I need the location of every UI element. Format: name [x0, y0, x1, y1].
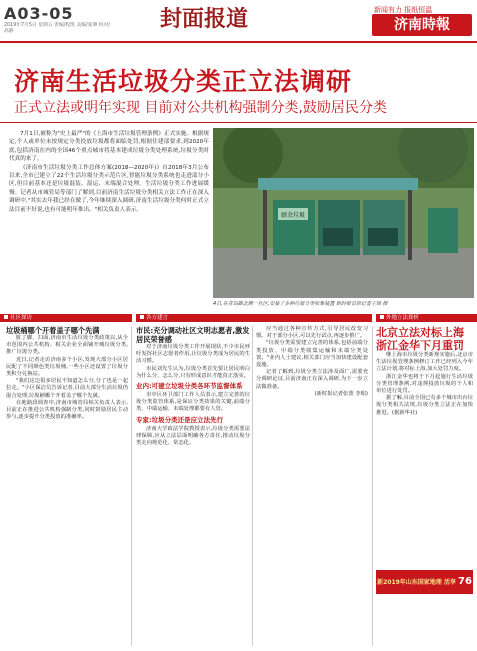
article-column: [376, 326, 473, 417]
article-column: [6, 326, 128, 421]
lead-paragraph: 《济南市生活垃圾分类工作总体方案(2018—2020年)》自2018年3月公布以来,全市已建立了22个生活垃圾分类示范片区,智能垃圾分类系统也走进部分小区,但目前基本还是垃圾混装、混运、末端混合处理。生活垃圾分类工作进展缓慢。记者从市城管局等部门了解到,目前济南生活垃圾分类相关立法工作正在深入调研中,"其实去年我已经在做了,今年继续深入调研,济南生活垃圾分类何时正式立法目前不好说,也有可能明年推出。"相关负责人表示。: [9, 164, 209, 213]
article-subtitle: 业内:可建立垃圾分类各环节监督体系: [136, 382, 243, 391]
article-title: 垃圾桶哪个开着盖子哪个先满: [6, 326, 100, 335]
column-divider: [372, 326, 373, 646]
recycling-station-photo: [213, 128, 474, 298]
column-divider: [252, 326, 253, 646]
section-band: 社区探访: [0, 314, 132, 322]
paragraph: 据了解,目前全国已有多个城市出台垃圾分类相关法规,垃圾分类立法正在加快推进。(据新华社): [376, 395, 473, 416]
paragraph: 对于济南垃圾分类工作开展现状,不少市民呼吁发挥社区志愿者作用,让垃圾分类成为居民的生活习惯。: [136, 344, 250, 365]
paragraph: 近日,记者走访济南多个小区,发现大部分小区居民配了不同颜色类垃圾桶,一些小区还设置了垃圾分类积分兑换站。: [6, 356, 128, 378]
photo-caption: 4日,在青岛路北侧一社区,安装了多种垃圾分类收集装置 新时报首席记者王锦 摄: [213, 301, 388, 307]
article-subtitle: 专家:垃圾分类还是应立法先行: [136, 415, 224, 424]
ad-price: 76元: [419, 576, 472, 612]
paragraph: 脏了脚、扫面,济南市生活垃圾分类政策以,从全市范围内公共机构、相关企业全面铺开城垃圾分类,推广垃圾分类。: [6, 335, 128, 356]
article-title: 北京立法对标上海 浙江金华下月重罚: [376, 326, 464, 352]
lead-article: [9, 130, 209, 214]
article-title: 市民:充分调动社区文明志愿者,激发居民荣誉感: [136, 326, 250, 344]
ad-text: 新2019年山东国家地理 活享: [377, 579, 456, 586]
byline: (新时报记者张蕾 李昭): [314, 390, 368, 397]
paragraph: 在地路段调查中,济南市城管局相关负责人表示,目前正在推进公共机构强制分类,同时鼓励居民主动参与,逐步提升分类投放的准确率。: [6, 399, 128, 421]
paragraph: 市中区环卫部门工作人员表示,建立完善的垃圾分类监管体系,是保证分类效果的关键,前端分类、中端运输、末端处理都要有人管。: [136, 392, 250, 413]
divider: [0, 41, 477, 43]
subheadline: 正式立法或明年实现 目前对公共机构强制分类,鼓励居民分类: [14, 100, 387, 116]
section-band: 各方建言: [136, 314, 372, 322]
paragraph: "垃圾分类需要建立完善的体系,包括前端分类投放、中端分类收集运输和末端分类处置。"业内人士建议,相关部门应当加快建设配套设施。: [256, 340, 368, 369]
article-column: [256, 326, 368, 398]
paragraph: "我们这边很多居民不知道怎么分,分了也是一起拉走。"小区保洁员告诉记者,目前大部分生活垃圾仍混合处理,垃圾桶哪个开着盖子哪个先满。: [6, 378, 128, 399]
headline: 济南生活垃圾分类正立法调研: [14, 67, 353, 96]
paragraph: 浙江金华也将于下月起施行生活垃圾分类管理条例,对违规投放垃圾的个人和单位进行处罚。: [376, 373, 473, 395]
divider: [0, 122, 477, 123]
paragraph: 继上海市垃圾分类新规实施后,北京市生活垃圾管理条例修订工作已经列入今年立法计划,将对标上海,加大处罚力度。: [376, 352, 473, 373]
advertisement[interactable]: [376, 570, 473, 612]
news-photo: [213, 128, 474, 298]
dateline: 2019年7月5日 星期五 责编/程凯 美编/张肇 校对/高静: [4, 23, 111, 34]
section-title: 封面报道: [148, 1, 260, 37]
square-icon: [140, 315, 144, 319]
newspaper-logo: 济南時報: [372, 14, 472, 36]
article-column: [136, 326, 250, 447]
page-code: A03-05: [4, 4, 74, 23]
paragraph: 记者了解到,垃圾分类立法涉及面广,需要充分调研论证,目前济南正在深入调研,为下一步立法做准备。: [256, 369, 368, 390]
square-icon: [380, 315, 384, 319]
column-divider: [131, 326, 132, 646]
paragraph: 应当通过各种宣传方式,引导居民改变习惯。对于部分小区,可以先行试点,再逐步推广。: [256, 326, 368, 340]
brand-slogan: 新闻有力 报纸恒温: [374, 6, 433, 14]
lead-paragraph: 7月1日,被称为"史上最严"的《上海市生活垃圾管理条例》正式实施。根据规定,个人或单位未按规定分类投放垃圾都将面临处罚,根据住建部要求,到2020年底,包括济南在内的全国46个重点城市将基本建成垃圾分类处理系统,垃圾分类时代真的来了。: [9, 131, 209, 163]
bin-label: 厨余垃圾: [280, 212, 306, 219]
section-band: 外地立法探析: [376, 314, 477, 322]
paragraph: 济南大学政法学院教授表示,垃圾分类需要法律保障,应从立法层面明确各方责任,推动垃圾分类走向规范化、常态化。: [136, 425, 250, 447]
paragraph: 市民刘先生认为,垃圾分类首先要让居民明白为什么分、怎么分,只有形成意识才能真正落实。: [136, 365, 250, 379]
square-icon: [4, 315, 8, 319]
